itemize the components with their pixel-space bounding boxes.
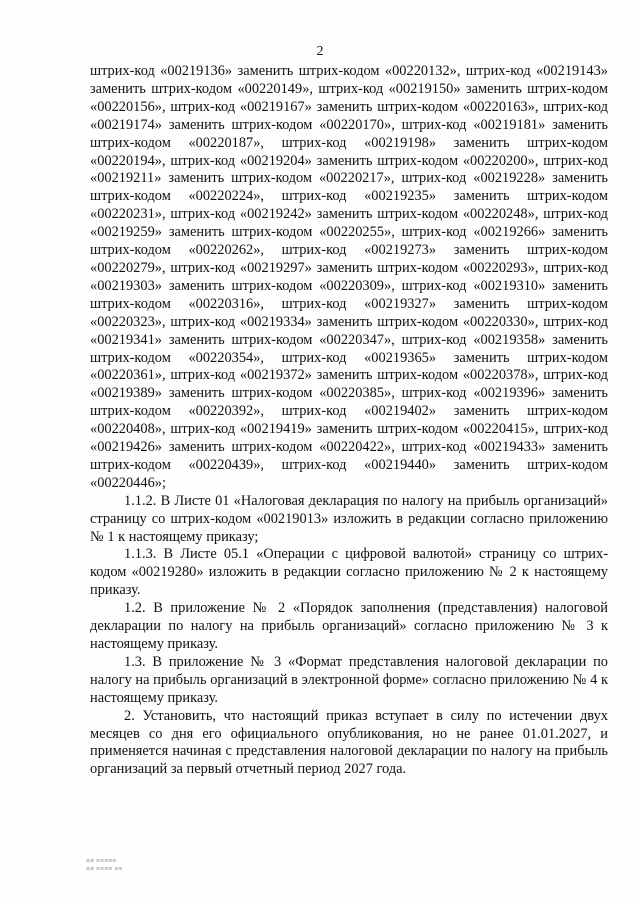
barcode-replacement-list: штрих-код «00219136» заменить штрих-кодом «00220132», штрих-код «00219143» заменить штрих-кодом «00220149», штрих-код «00219150» заменить штрих-кодом «00220156», штрих-код «00219167» заменить штрих-кодом «00220163», штрих-код «00219174» заменить штрих-кодом «00220170», штрих-код «00219181» заменить штрих-кодом «00220187», штрих-код «00219198» заменить штрих-кодом «00220194», штрих-код «00219204» заменить штрих-кодом «00220200», штрих-код «00219211» заменить штрих-кодом «00220217», штрих-код «00219228» заменить штрих-кодом «00220224», штрих-код «00219235» заменить штрих-кодом «00220231», штрих-код «00219242» заменить штрих-кодом «00220248», штрих-код «00219259» заменить штрих-кодом «00220255», штрих-код «00219266» заменить штрих-кодом «00220262», штрих-код «00219273» заменить штрих-кодом «00220279», штрих-код «00219297» заменить штрих-кодом «00220293», штрих-код «00219303» заменить штрих-кодом «00220309», штрих-код «00219310» заменить штрих-кодом «00220316», штрих-код «00219327» заменить штрих-кодом «00220323», штрих-код «00219334» заменить штрих-кодом «00220330», штрих-код «00219341» заменить штрих-кодом «00220347», штрих-код «00219358» заменить штрих-кодом «00220354», штрих-код «00219365» заменить штрих-кодом «00220361», штрих-код «00219372» заменить штрих-кодом «00220378», штрих-код «00219389» заменить штрих-кодом «00220385», штрих-код «00219396» заменить штрих-кодом «00220392», штрих-код «00219402» заменить штрих-кодом «00220408», штрих-код «00219419» заменить штрих-кодом «00220415», штрих-код «00219426» заменить штрих-кодом «00220422», штрих-код «00219433» заменить штрих-кодом «00220439», штрих-код «00219440» заменить штрих-кодом «00220446»; bbox=[90, 63, 608, 491]
paragraph-1-2: 1.2. В приложение № 2 «Порядок заполнения (представления) налоговой декларации по налогу на прибыль организаций» согласно приложению № 3 к настоящему приказу. bbox=[90, 600, 608, 652]
document-body bbox=[90, 63, 608, 779]
paragraph-1-3: 1.3. В приложение № 3 «Формат представления налоговой декларации по налогу на прибыль организаций в электронной форме» согласно приложению № 4 к настоящему приказу. bbox=[90, 653, 608, 706]
paragraph-1-1-3: 1.1.3. В Листе 05.1 «Операции с цифровой валютой» страницу со штрих-кодом «00219280» изложить в редакции согласно приложению № 2 к настоящему приказу. bbox=[90, 546, 608, 599]
paragraph-2: 2. Установить, что настоящий приказ вступает в силу по истечении двух месяцев со дня его официального опубликования, но не ранее 01.01.2027, и применяется начиная с представления налоговой декларации по налогу на прибыль организаций за первый отчетный период 2027 года. bbox=[90, 707, 608, 778]
page-number: 2 bbox=[316, 44, 324, 59]
paragraph-1-1-2: 1.1.2. В Листе 01 «Налоговая декларация по налогу на прибыль организаций» страницу со штрих-кодом «00219013» изложить в редакции согласно приложению № 1 к настоящему приказу; bbox=[90, 492, 608, 545]
scan-footer-mark: ▪▪ ▪▪▪▪▪ ▪▪ ▪▪▪▪ ▪▪ bbox=[86, 857, 123, 872]
